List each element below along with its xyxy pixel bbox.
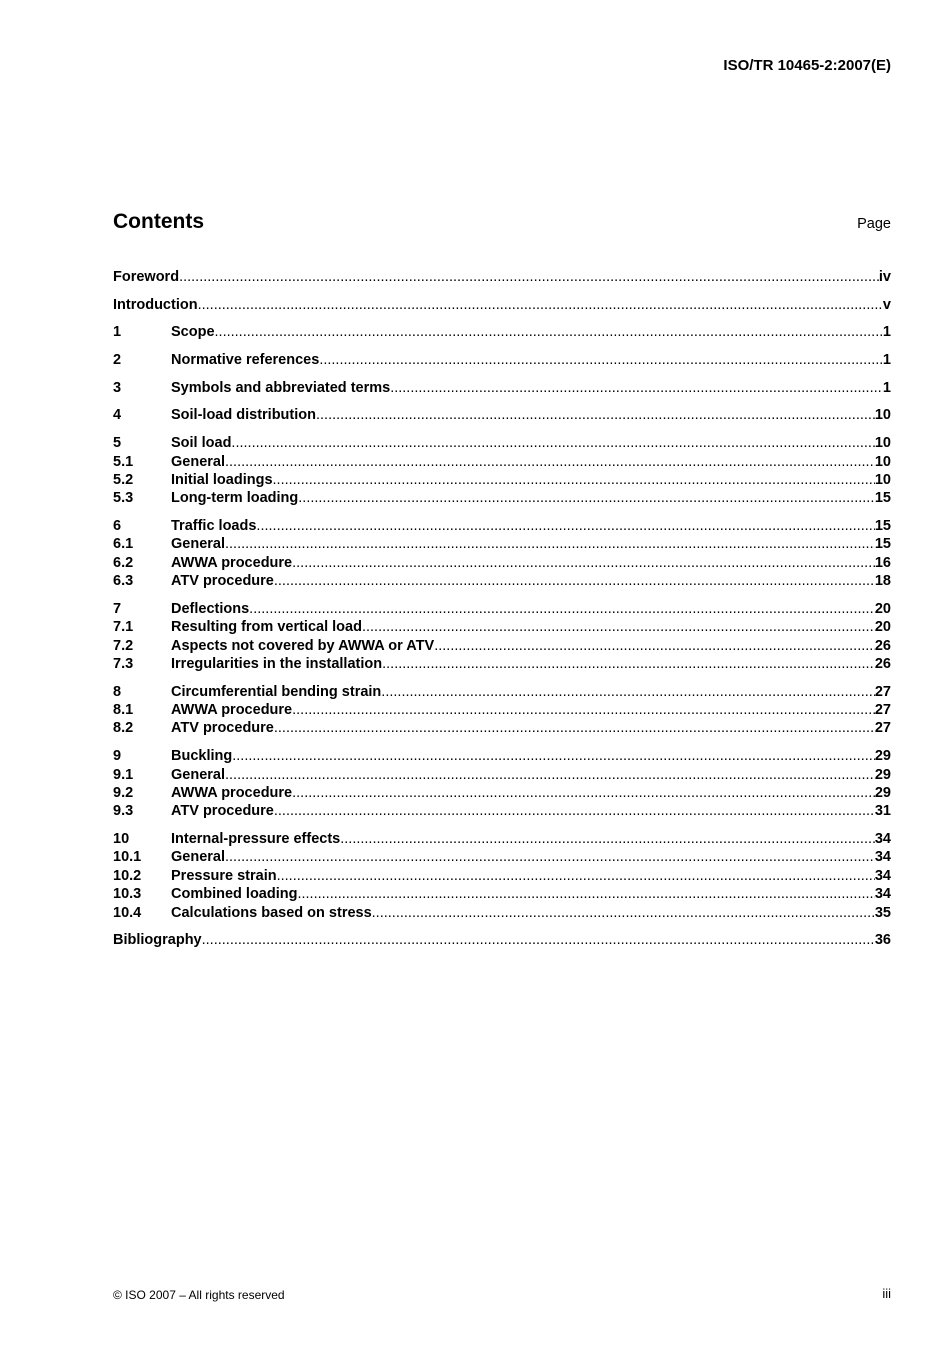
- toc-entry[interactable]: [113, 885, 891, 903]
- toc-entry-title: Internal-pressure effects: [171, 831, 341, 848]
- toc-entry-page: 1: [882, 352, 891, 369]
- toc-entry[interactable]: [113, 637, 891, 655]
- toc-leader-dots: [277, 867, 875, 885]
- toc-entry-number: 1: [113, 324, 122, 341]
- toc-entry-page: 26: [874, 637, 891, 654]
- toc-entry[interactable]: [113, 867, 891, 885]
- toc-entry[interactable]: [113, 600, 891, 618]
- toc-entry-page: 15: [874, 490, 891, 507]
- toc-leader-dots: [179, 268, 879, 286]
- toc-leader-dots: [298, 489, 875, 507]
- toc-leader-dots: [225, 848, 875, 866]
- toc-entry-title: ATV procedure: [171, 803, 274, 820]
- toc-entry-page: 29: [874, 748, 891, 765]
- toc-entry[interactable]: [113, 554, 891, 572]
- toc-entry-title: Circumferential bending strain: [171, 683, 382, 700]
- toc-entry-title: AWWA procedure: [171, 554, 293, 571]
- toc-entry-page: v: [882, 296, 891, 313]
- toc-entry-number: 8.2: [113, 720, 134, 737]
- toc-entry-title: Pressure strain: [171, 867, 277, 884]
- toc-leader-dots: [274, 572, 875, 590]
- toc-entry-page: 1: [882, 324, 891, 341]
- toc-entry[interactable]: [113, 535, 891, 553]
- toc-entry-title: General: [171, 453, 225, 470]
- toc-entry-number: 9.1: [113, 766, 134, 783]
- toc-leader-dots: [231, 434, 874, 452]
- toc-entry[interactable]: [113, 784, 891, 802]
- toc-leader-dots: [274, 719, 875, 737]
- toc-entry-title: Soil-load distribution: [171, 407, 316, 424]
- toc-entry-title: General: [171, 766, 225, 783]
- toc-entry-title: Introduction: [113, 296, 198, 313]
- toc-entry-number: 6.1: [113, 536, 134, 553]
- toc-entry-page: 34: [874, 886, 891, 903]
- toc-entry-page: 34: [874, 849, 891, 866]
- toc-entry-page: 27: [874, 683, 891, 700]
- toc-entry-title: Irregularities in the installation: [171, 656, 383, 673]
- toc-entry-number: 5.2: [113, 471, 134, 488]
- toc-entry[interactable]: [113, 379, 891, 397]
- toc-leader-dots: [362, 618, 875, 636]
- toc-entry-number: 6.3: [113, 573, 134, 590]
- toc-leader-dots: [372, 904, 875, 922]
- toc-entry[interactable]: [113, 406, 891, 424]
- toc-entry-page: 16: [874, 554, 891, 571]
- toc-leader-dots: [202, 931, 875, 949]
- page-number: iii: [882, 1286, 891, 1301]
- toc-leader-dots: [249, 600, 875, 618]
- toc-leader-dots: [316, 406, 875, 424]
- toc-entry-page: 15: [874, 517, 891, 534]
- toc-entry[interactable]: [113, 683, 891, 701]
- toc-entry[interactable]: [113, 517, 891, 535]
- toc-entry[interactable]: [113, 719, 891, 737]
- toc-entry[interactable]: [113, 351, 891, 369]
- toc-entry-page: iv: [878, 269, 891, 285]
- toc-entry-page: 10: [874, 471, 891, 488]
- toc-entry-title: Combined loading: [171, 886, 298, 903]
- toc-entry-title: Calculations based on stress: [171, 904, 372, 921]
- toc-entry-page: 10: [874, 435, 891, 452]
- toc-entry-title: Aspects not covered by AWWA or ATV: [171, 637, 435, 654]
- toc-entry-number: 7.3: [113, 656, 134, 673]
- toc-entry-title: ATV procedure: [171, 720, 274, 737]
- toc-entry-title: Foreword: [113, 269, 180, 285]
- toc-entry-page: 34: [874, 831, 891, 848]
- toc-entry[interactable]: [113, 471, 891, 489]
- table-of-contents: [113, 268, 891, 950]
- toc-entry[interactable]: [113, 323, 891, 341]
- toc-entry-title: Initial loadings: [171, 471, 273, 488]
- toc-entry-number: 4: [113, 407, 122, 424]
- toc-entry[interactable]: [113, 747, 891, 765]
- toc-leader-dots: [198, 296, 883, 314]
- toc-entry-number: 7: [113, 600, 122, 617]
- toc-entry-title: Symbols and abbreviated terms: [171, 379, 391, 396]
- toc-entry-title: Normative references: [171, 352, 320, 369]
- toc-entry[interactable]: [113, 766, 891, 784]
- toc-leader-dots: [273, 471, 875, 489]
- toc-entry-number: 7.1: [113, 619, 134, 636]
- toc-leader-dots: [390, 379, 883, 397]
- toc-entry[interactable]: [113, 904, 891, 922]
- toc-entry-title: ATV procedure: [171, 573, 274, 590]
- toc-entry-page: 35: [874, 904, 891, 921]
- document-id: ISO/TR 10465-2:2007(E): [723, 57, 891, 74]
- toc-entry-page: 1: [882, 379, 891, 396]
- toc-entry[interactable]: [113, 931, 891, 949]
- toc-entry-number: 3: [113, 379, 122, 396]
- toc-entry[interactable]: [113, 848, 891, 866]
- toc-entry-number: 10.3: [113, 886, 142, 903]
- toc-leader-dots: [382, 655, 875, 673]
- toc-entry-number: 8.1: [113, 702, 134, 719]
- toc-leader-dots: [225, 535, 875, 553]
- toc-entry-number: 9: [113, 748, 122, 765]
- toc-leader-dots: [256, 517, 874, 535]
- toc-entry-title: Traffic loads: [171, 517, 257, 534]
- toc-entry-page: 26: [874, 656, 891, 673]
- toc-leader-dots: [292, 701, 875, 719]
- toc-entry-page: 34: [874, 867, 891, 884]
- toc-leader-dots: [232, 747, 875, 765]
- toc-entry-page: 29: [874, 766, 891, 783]
- toc-entry-title: Soil load: [171, 435, 232, 452]
- toc-entry-number: 9.2: [113, 784, 134, 801]
- toc-entry-page: 29: [874, 784, 891, 801]
- toc-leader-dots: [225, 766, 875, 784]
- toc-entry[interactable]: [113, 572, 891, 590]
- toc-entry-page: 27: [874, 720, 891, 737]
- toc-leader-dots: [292, 784, 875, 802]
- toc-entry-number: 2: [113, 352, 122, 369]
- toc-entry[interactable]: [113, 268, 891, 286]
- toc-entry-title: Resulting from vertical load: [171, 619, 362, 636]
- toc-entry-page: 18: [874, 573, 891, 590]
- toc-entry-number: 10: [113, 831, 130, 848]
- toc-entry-page: 20: [874, 600, 891, 617]
- toc-entry-page: 15: [874, 536, 891, 553]
- toc-leader-dots: [434, 637, 875, 655]
- toc-entry-title: Deflections: [171, 600, 250, 617]
- toc-entry[interactable]: [113, 618, 891, 636]
- toc-entry-title: AWWA procedure: [171, 784, 293, 801]
- contents-title: Contents: [113, 210, 204, 233]
- toc-entry-number: 10.4: [113, 904, 142, 921]
- toc-entry-title: General: [171, 849, 225, 866]
- toc-leader-dots: [215, 323, 883, 341]
- toc-entry[interactable]: [113, 489, 891, 507]
- toc-entry-number: 6: [113, 517, 122, 534]
- toc-entry-number: 10.1: [113, 849, 142, 866]
- toc-entry-page: 20: [874, 619, 891, 636]
- toc-entry-number: 5.3: [113, 490, 134, 507]
- toc-leader-dots: [297, 885, 874, 903]
- toc-entry-page: 10: [874, 453, 891, 470]
- toc-leader-dots: [274, 802, 875, 820]
- toc-entry[interactable]: [113, 453, 891, 471]
- toc-entry-title: Buckling: [171, 748, 233, 765]
- copyright-notice: © ISO 2007 – All rights reserved: [113, 1288, 285, 1302]
- toc-entry[interactable]: [113, 434, 891, 452]
- toc-entry-title: Scope: [171, 324, 215, 341]
- toc-entry[interactable]: [113, 655, 891, 673]
- toc-entry[interactable]: [113, 830, 891, 848]
- toc-entry-title: Long-term loading: [171, 490, 299, 507]
- page-column-label: Page: [857, 216, 891, 232]
- toc-entry-title: General: [171, 536, 225, 553]
- toc-entry-page: 36: [874, 932, 891, 949]
- toc-entry[interactable]: [113, 296, 891, 314]
- toc-entry-page: 27: [874, 702, 891, 719]
- toc-leader-dots: [340, 830, 875, 848]
- toc-entry-title: Bibliography: [113, 932, 202, 949]
- toc-leader-dots: [381, 683, 875, 701]
- toc-entry-number: 7.2: [113, 637, 134, 654]
- toc-leader-dots: [319, 351, 883, 369]
- toc-entry-number: 8: [113, 683, 122, 700]
- toc-entry-number: 5.1: [113, 453, 134, 470]
- toc-entry[interactable]: [113, 701, 891, 719]
- toc-entry-number: 6.2: [113, 554, 134, 571]
- toc-entry-number: 9.3: [113, 803, 134, 820]
- toc-entry[interactable]: [113, 802, 891, 820]
- toc-entry-page: 31: [874, 803, 891, 820]
- toc-entry-number: 10.2: [113, 867, 142, 884]
- toc-entry-number: 5: [113, 435, 122, 452]
- toc-entry-page: 10: [874, 407, 891, 424]
- toc-leader-dots: [225, 453, 875, 471]
- toc-leader-dots: [292, 554, 875, 572]
- toc-entry-title: AWWA procedure: [171, 702, 293, 719]
